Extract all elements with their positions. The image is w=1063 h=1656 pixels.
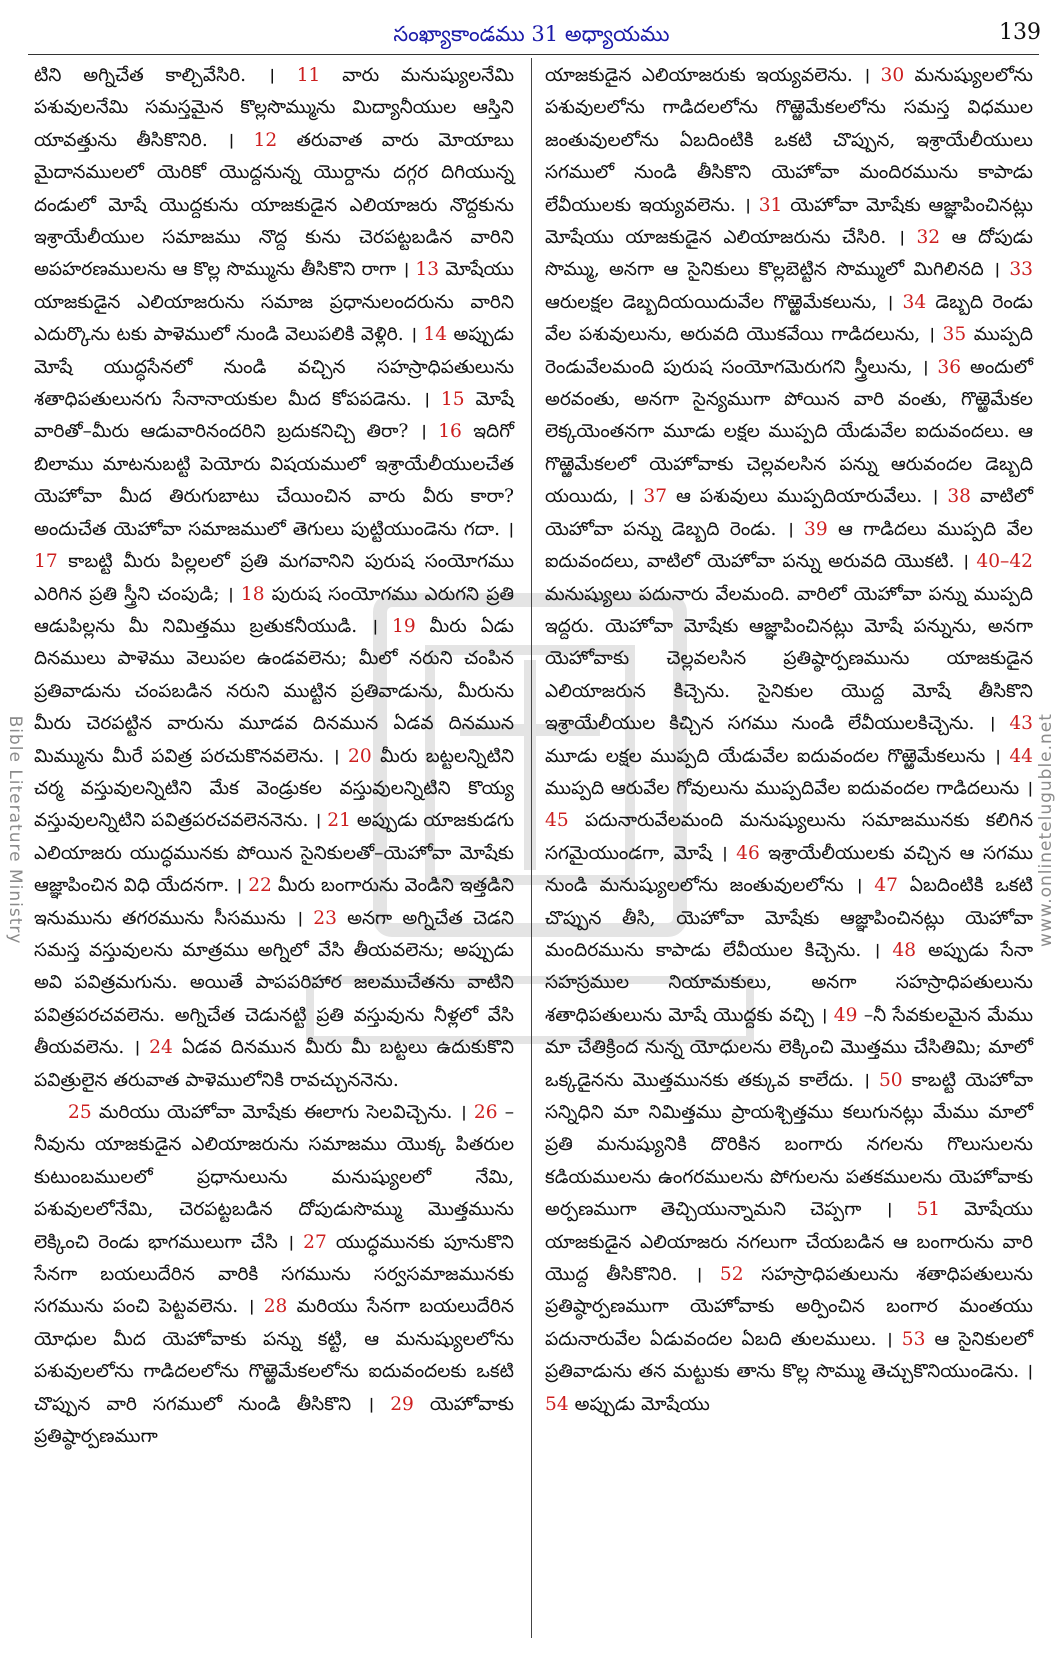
paragraph xyxy=(34,60,514,1097)
verse-text: మీరు ఏడు దినములు పాళెము వెలుపల ఉండవలెను; మీలో నరుని చంపిన ప్రతివాడును చంపబడిన నరుని ముట్టిన ప్రతివాడును, మీరును మీరు చెరపట్టిన వారును మూడవ దినమున ఏడవ దినమున మిమ్మును మీరే పవిత్ర పరచుకొనవలెను. । xyxy=(34,615,514,767)
verse-number: 47 xyxy=(874,875,898,897)
verse-number: 21 xyxy=(327,810,351,832)
verse-number: 40–42 xyxy=(976,551,1033,573)
verse-number: 24 xyxy=(149,1037,173,1059)
verse-text: ఆ దోపుడు సొమ్ము, అనగా ఆ సైనికులు కొల్లబెట్టిన సొమ్ములో మిగిలినది । xyxy=(545,227,1033,281)
verse-number: 30 xyxy=(880,65,905,86)
website-url: www.onlineteluguble.net xyxy=(1036,713,1056,947)
paragraph xyxy=(545,60,1033,1421)
verse-number: 19 xyxy=(392,615,416,637)
verse-text: యుద్ధమునకు పూనుకొని సేనగా బయలుదేరిన వారికి సగమును సర్వసమాజమునకు సగమును పంచి పెట్టవలెను. । xyxy=(34,1231,514,1318)
verse-number: 53 xyxy=(901,1328,926,1350)
verse-text: ముప్పది ఆరువేల గోవులును ముప్పదివేల ఐదువందల గాడిదలును । xyxy=(545,777,1033,799)
verse-text: –నీవును యాజకుడైన ఎలియాజరును సమాజము యొక్క పితరుల కుటుంబములలో ప్రధానులును మనుష్యులలో నేమి, పశువులలోనేమి, చెరపట్టబడిన దోపుడుసొమ్ము మొత్తమును లెక్కించి రెండు భాగములుగా చేసి । xyxy=(34,1102,515,1253)
verse-number: 44 xyxy=(1009,745,1033,767)
verse-text: ఇశ్రాయేలీయులకు వచ్చిన ఆ సగము నుండి మనుష్యులలోను జంతువులలోను । xyxy=(545,842,1033,897)
verse-number: 13 xyxy=(415,259,440,281)
verse-text: కాబట్టి మీరు పిల్లలలో ప్రతి మగవానిని పురుష సంయోగము ఎరిగిన ప్రతి స్త్రీని చంపుడి; । xyxy=(34,551,514,605)
ministry-name: Bible Literature Ministry xyxy=(5,715,25,945)
verse-number: 16 xyxy=(438,421,462,443)
verse-text: మనుష్యులు పదునారు వేలమంది. వారిలో యెహోవా పన్ను ముప్పది ఇద్దరు. యెహోవా మోషేకు ఆజ్ఞాపించినట్లు మోషే పన్నును, అనగా యెహోవాకు చెల్లవలసిన ప్రతిష్ఠార్పణమును యాజకుడైన ఎలియాజరున కిచ్చెను. సైనికుల యొద్ద మోషే తీసికొని ఇశ్రాయేలీయుల కిచ్చిన సగము నుండి లేవీయులకిచ్చెను. । xyxy=(545,583,1033,735)
side-text-left xyxy=(2,700,28,960)
verse-text: యెహోవా మోషేకు ఆజ్ఞాపించినట్లు మోషేయు యాజకుడైన ఎలియాజరును చేసిరి. । xyxy=(545,194,1033,249)
book-name: సంఖ్యాకాండము xyxy=(393,22,525,46)
verse-text: మరియు సేనగా బయలుదేరిన యోధుల మీద యెహోవాకు పన్ను కట్టి, ఆ మనుష్యులలోను పశువులలోను గాడిదలలోను గొఱ్ఱెమేకలలోను ఐదువందలకు ఒకటి చొప్పున వారి సగములో నుండి తీసికొని । xyxy=(34,1296,514,1415)
verse-number: 31 xyxy=(758,194,783,216)
verse-text: అప్పుడు యాజకుడగు ఎలియాజరు యుద్ధమునకు పోయిన సైనికులతో–యెహోవా మోషేకు ఆజ్ఞాపించిన విధి యేదనగా. । xyxy=(34,810,514,897)
verse-number: 38 xyxy=(947,486,971,508)
side-text-right xyxy=(1033,700,1059,960)
verse-number: 52 xyxy=(719,1264,744,1286)
verse-text: వాటిలో యెహోవా పన్ను డెబ్బది రెండు. । xyxy=(545,486,1033,540)
verse-text: అందులో అరవంతు, అనగా సైన్యముగా పోయిన వారి వంతు, గొఱ్ఱెమేకల లెక్కయెంతనగా మూడు లక్షల ముప్పది యేడువేల ఐదువందలు. ఆ గొఱ్ఱెమేకలలో యెహోవాకు చెల్లవలసిన పన్ను ఆరువందల డెబ్బది యయిదు, । xyxy=(545,356,1033,508)
verse-number: 22 xyxy=(248,875,272,897)
chapter-number: 31 xyxy=(531,22,559,46)
verse-text: డెబ్బది రెండు వేల పశువులును, అరువది యొకవేయి గాడిదలును, । xyxy=(545,291,1033,346)
page-number: 139 xyxy=(999,20,1041,45)
verse-number: 43 xyxy=(1009,713,1033,735)
left-column xyxy=(34,60,514,1453)
verse-number: 50 xyxy=(878,1069,903,1091)
verse-number: 12 xyxy=(253,129,278,151)
verse-number: 54 xyxy=(545,1393,569,1415)
verse-number: 23 xyxy=(313,907,337,929)
verse-text: మోషేయు యాజకుడైన ఎలియాజరును సమాజ ప్రధానులందరును వారిని ఎదుర్కొను టకు పాళెములో నుండి వెలుపలికి వెళ్లిరి. । xyxy=(34,259,514,346)
page-header xyxy=(0,0,1063,56)
column-divider xyxy=(531,58,532,1638)
verse-text: అప్పుడు మోషేయు xyxy=(568,1393,710,1415)
verse-number: 15 xyxy=(440,389,465,411)
verse-text: మోషేయు యాజకుడైన ఎలియాజరు నగలుగా చేయబడిన ఆ బంగారును వారి యొద్ద తీసికొనిరి. । xyxy=(545,1199,1033,1286)
verse-number: 35 xyxy=(942,324,967,346)
verse-number: 17 xyxy=(34,551,58,573)
verse-text: ఏడవ దినమున మీరు మీ బట్టలు ఉదుకుకొని పవిత్రులైన తరువాత పాళెములోనికి రావచ్చుననెను. xyxy=(34,1037,514,1091)
verse-text: అప్పుడు సేనా సహస్రముల నియామకులు, అనగా సహస్రాధిపతులును శతాధిపతులును మోషే యొద్దకు వచ్చి । xyxy=(545,939,1034,1026)
verse-text: –నీ సేవకులమైన మేము మా చేతిక్రింద నున్న యోధులను లెక్కించి మొత్తము చేసితిమి; మాలో ఒక్కడైనను మొత్తమునకు తక్కువ కాలేదు. । xyxy=(545,1004,1034,1091)
verse-text: ఇదిగో బిలాము మాటనుబట్టి పెయోరు విషయములో ఇశ్రాయేలీయులచేత యెహోవా మీద తిరుగుబాటు చేయించిన వారు వీరు కారా? అందుచేత యెహోవా సమాజములో తెగులు పుట్టియుండెను గదా. । xyxy=(34,421,515,540)
verse-number: 45 xyxy=(545,810,569,832)
verse-number: 51 xyxy=(916,1199,941,1221)
verse-text: ఏబదింటికి ఒకటి చొప్పున తీసి, యెహోవా మోషేకు ఆజ్ఞాపించినట్లు యెహోవా మందిరమును కాపాడు లేవీయుల కిచ్చెను. । xyxy=(545,875,1033,961)
verse-text: ఆ సైనికులలో ప్రతివాడును తన మట్టుకు తాను కొల్ల సొమ్ము తెచ్చుకొనియుండెను. । xyxy=(545,1328,1033,1383)
verse-text: పురుష సంయోగము ఎరుగని ప్రతి ఆడుపిల్లను మీ నిమిత్తము బ్రతుకనీయుడి. । xyxy=(34,583,514,637)
verse-number: 27 xyxy=(303,1231,327,1253)
verse-text: మూడు లక్షల ముప్పది యేడువేల ఐదువందల గొఱ్ఱెమేకలును । xyxy=(545,745,1010,767)
verse-text: యెహోవాకు ప్రతిష్ఠార్పణముగా xyxy=(34,1393,514,1448)
verse-number: 11 xyxy=(296,65,321,86)
header-rule xyxy=(28,54,1039,55)
verse-number: 33 xyxy=(1009,259,1033,281)
verse-number: 37 xyxy=(643,486,668,508)
verse-number: 28 xyxy=(263,1296,288,1318)
verse-text: టిని అగ్నిచేత కాల్చివేసిరి. । xyxy=(34,65,297,86)
paragraph xyxy=(34,1097,514,1453)
verse-number: 49 xyxy=(833,1004,858,1026)
verse-number: 20 xyxy=(348,745,372,767)
verse-text: మనుష్యులలోను పశువులలోను గాడిదలలోను గొఱ్ఱెమేకలలోను సమస్త విధముల జంతువులలోను ఏబదింటికి ఒకటి చొప్పున, ఇశ్రాయేలీయులు సగములో నుండి తీసికొని యెహోవా మందిరమును కాపాడు లేవీయులకు ఇయ్యవలెను. । xyxy=(545,65,1033,216)
verse-text: వారు మనుష్యులనేమి పశువులనేమి సమస్తమైన కొల్లసొమ్మును మిద్యానీయుల ఆస్తిని యావత్తును తీసికొనిరి. । xyxy=(34,65,514,151)
verse-text: ఆరులక్షల డెబ్బదియయిదువేల గొఱ్ఱెమేకలును, । xyxy=(545,291,903,313)
verse-text: మీరు బంగారును వెండిని ఇత్తడిని ఇనుమును తగరమును సీసమును । xyxy=(34,875,514,929)
verse-text: ముప్పది రెండువేలమంది పురుష సంయోగమెరుగని స్త్రీలును, । xyxy=(545,324,1033,378)
verse-text: అనగా అగ్నిచేత చెడని సమస్త వస్తువులను మాత్రము అగ్నిలో వేసి తీయవలెను; అప్పుడు అవి పవిత్రమగును. అయితే పాపపరిహార జలముచేతను వాటిని పవిత్రపరచవలెను. అగ్నిచేత చెడునట్టి ప్రతి వస్తువును నీళ్లలో వేసి తీయవలెను. । xyxy=(34,907,514,1059)
verse-text: మరియు యెహోవా మోషేకు ఈలాగు సెలవిచ్చెను. । xyxy=(91,1102,474,1123)
verse-text: సహస్రాధిపతులును శతాధిపతులును ప్రతిష్ఠార్పణముగా యెహోవాకు అర్పించిన బంగార మంతయు పదునారువేల ఏడువందల ఏబది తులములు. । xyxy=(545,1264,1033,1350)
running-title xyxy=(0,22,1063,46)
verse-number: 32 xyxy=(916,227,941,249)
verse-number: 34 xyxy=(902,291,927,313)
verse-text: కాబట్టి యెహోవా సన్నిధిని మా నిమిత్తము ప్రాయశ్చిత్తము కలుగునట్లు మేము మాలో ప్రతి మనుష్యునికి దొరికిన బంగారు నగలను గొలుసులను కడియములను ఉంగరములను పోగులను పతకములను యెహోవాకు అర్పణముగా తెచ్చియున్నామని చెప్పగా । xyxy=(545,1069,1033,1221)
verse-number: 39 xyxy=(804,518,828,540)
chapter-word: అధ్యాయము xyxy=(564,22,670,46)
verse-text: ఆ పశువులు ముప్పదియారువేలు. । xyxy=(667,486,948,508)
verse-text: ఆ గాడిదలు ముప్పది వేల ఐదువందలు, వాటిలో యెహోవా పన్ను అరువది యొకటి. । xyxy=(545,518,1033,573)
verse-number: 14 xyxy=(423,324,448,346)
verse-number: 29 xyxy=(390,1393,414,1415)
verse-number: 46 xyxy=(736,842,760,864)
verse-number: 48 xyxy=(892,939,917,961)
verse-text: పదునారువేలమంది మనుష్యులును సమాజమునకు కలిగిన సగమైయుండగా, మోషే । xyxy=(545,810,1033,864)
verse-text: మీరు బట్టలన్నిటిని చర్మ వస్తువులన్నిటిని మేక వెండ్రుకల వస్తువులన్నిటిని కొయ్య వస్తువులన్నిటిని పవిత్రపరచవలెననెను. । xyxy=(34,745,514,832)
verse-text: అప్పుడు మోషే యుద్ధసేనలో నుండి వచ్చిన సహస్రాధిపతులును శతాధిపతులునగు సేనానాయకుల మీద కోపపడెను. । xyxy=(34,324,514,411)
verse-number: 18 xyxy=(240,583,265,605)
verse-number: 25 xyxy=(68,1102,92,1123)
verse-text: తరువాత వారు మోయాబు మైదానములలో యెరికో యొద్దనున్న యొర్దాను దగ్గర దిగియున్న దండులో మోషే యొద్దకును యాజకుడైన ఎలియాజరు నొద్దకును ఇశ్రాయేలీయుల సమాజము నొద్ద కును చెరపట్టబడిన వారిని అపహరణములను ఆ కొల్ల సొమ్మును తీసికొని రాగా । xyxy=(34,129,514,281)
verse-number: 36 xyxy=(937,356,962,378)
verse-text: మోషే వారితో–మీరు ఆడువారినందరిని బ్రదుకనిచ్చి తిరా? । xyxy=(34,389,514,443)
verse-number: 26 xyxy=(473,1102,498,1123)
verse-text: యాజకుడైన ఎలియాజరుకు ఇయ్యవలెను. । xyxy=(545,65,881,86)
right-column xyxy=(545,60,1033,1421)
